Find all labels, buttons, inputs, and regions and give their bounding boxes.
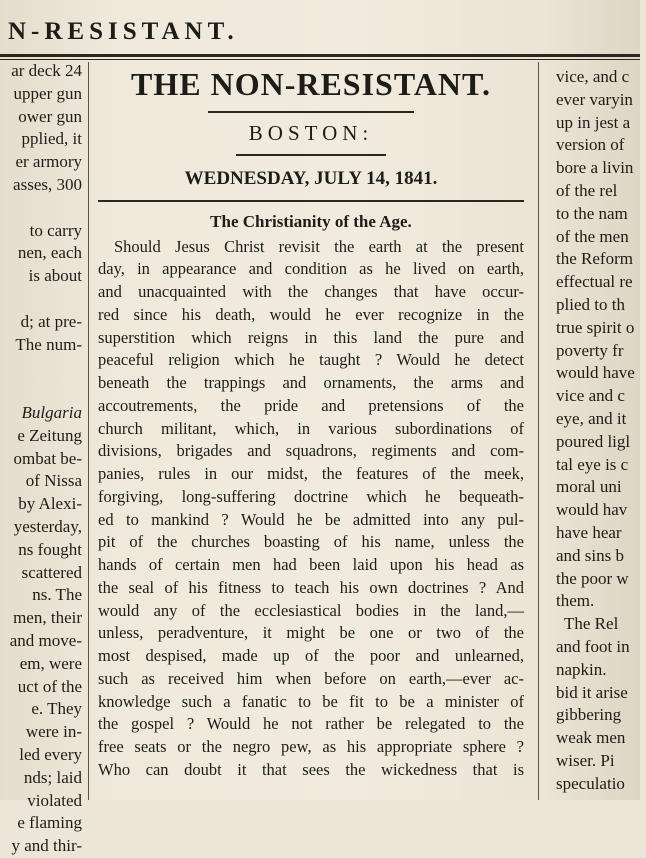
right-column-line: of the men [556,226,629,246]
article-heading: The Christianity of the Age. [210,211,412,231]
left-column-line: and move- [9,630,82,650]
right-column-line: of the rel [556,180,618,200]
left-column-line: of Nissa [25,471,82,491]
article-line: accoutrements, the pride and pretensions of the [98,395,524,415]
article-line: Who can doubt it that sees the wickedness that is [98,759,524,779]
article-line: most despised, made up of the poor and unlearned, [98,646,524,665]
left-column-line: e flaming [17,813,82,833]
left-column-line: is about [28,266,82,286]
left-column-line: Bulgaria [21,402,82,422]
left-column-line: pplied, it [21,129,82,149]
right-column [556,66,646,800]
left-column-line: em, were [19,653,82,673]
left-column-line: violated [27,790,82,810]
paper-title: THE NON-RESISTANT. [131,66,491,102]
left-column-line: yesterday, [13,516,82,536]
right-column-line: true spirit o [556,317,635,337]
article-line: superstition which reigns in this land the pure and [98,327,524,347]
right-column-line: them. [556,591,595,611]
article-body [98,236,524,782]
right-column-line: vice and c [556,386,625,406]
article-line: church militant, which, in various subordinations of [98,418,524,438]
article-line: would any of the ecclesiastical bodies in the land,— [98,600,524,620]
right-column-line: tal eye is c [556,454,629,474]
article-line: Should Jesus Christ revisit the earth at the present [114,236,524,256]
left-column-line: ombat be- [13,448,82,468]
left-column-line: The num- [15,334,82,354]
right-column-line: wiser. Pi [556,750,615,770]
right-column-line: version of [556,135,625,155]
date-line: WEDNESDAY, JULY 14, 1841. [184,168,438,189]
left-column-line [0,197,84,220]
right-column-line: eye, and it [556,408,627,428]
right-column-line: ever varyin [556,89,633,109]
left-column-line: upper gun [13,83,82,103]
right-column-line: have hear [556,522,622,542]
main-column [98,62,524,800]
left-column-line: by Alexi- [18,494,82,514]
right-column-line: bid it arise [556,682,628,702]
article-line: panies, rules in our midst, the features of the meek, [98,464,524,483]
left-column-line: scattered [21,562,82,582]
right-column-line: moral uni [556,477,622,497]
left-column-line: ns fought [18,539,82,559]
article-line: forgiving, long-suffering doctrine which he bequeath- [98,486,524,506]
left-column-line: nen, each [17,243,82,263]
left-column-line [0,356,84,379]
right-column-line: napkin. [556,659,607,679]
article-line: the seal of his fitness to teach his own doctrines ? And [98,577,524,597]
article-line: unless, peradventure, it might be one or two of the [98,623,524,643]
right-column-line: gibbering [556,705,622,725]
city-line: BOSTON: [248,121,374,145]
article-line: pit of the churches boasting of his name, unless the [98,532,524,552]
article-line: red since his death, would he ever recognize in the [98,304,524,324]
right-column-line: would have [556,363,635,383]
left-column-line: er armory [15,152,82,172]
article-line: beneath the trappings and ornaments, the arms and [98,373,524,392]
article-line: hands of certain men had been laid upon his head as [98,555,524,574]
masthead-rule-thin [0,59,640,60]
right-column-line: the Reform [556,249,633,269]
right-column-line: plied to th [556,294,625,314]
left-column-line [0,379,84,402]
left-column [0,60,84,856]
right-column-line: effectual re [556,272,633,292]
right-column-line: vice, and c [556,67,630,86]
article-line: ed to mankind ? Would he be admitted into any pul- [98,509,524,529]
right-column-line: poverty fr [556,340,624,360]
right-column-line: would hav [556,500,628,520]
title-rule [208,111,414,113]
right-column-line: poured ligl [556,431,631,451]
left-column-line: e Zeitung [17,425,82,445]
right-column-line: to the nam [556,203,628,223]
article-line: peaceful religion which he taught ? Would he detect [98,350,524,370]
article-line: and unacquainted with the changes that have occur- [98,282,524,301]
left-column-line: y and thir- [11,836,82,856]
right-column-line: and foot in [556,636,630,656]
article-line: such as received him when before on earth,—ever ac- [98,668,524,688]
date-rule [98,200,524,202]
left-column-line: d; at pre- [20,311,82,331]
masthead-title: N-RESISTANT. [8,18,239,45]
article-line: knowledge such a fanatic to be fit to be a minister of [98,691,524,711]
left-column-line: ns. The [32,585,82,605]
right-column-line: The Rel [564,614,619,634]
left-column-line: ar deck 24 [11,61,82,80]
column-divider-left [88,62,89,800]
left-column-line: were in- [25,722,82,742]
column-divider-right [538,62,539,800]
left-column-line: to carry [29,220,82,240]
left-column-line: uct of the [17,676,82,696]
left-column-line: ower gun [18,106,82,126]
left-column-line: asses, 300 [13,174,82,194]
right-column-line: and sins b [556,545,624,565]
left-column-line: men, their [13,608,82,628]
right-column-line: the poor w [556,568,629,588]
article-line: day, in appearance and condition as he lived on earth, [98,259,524,279]
city-rule [236,154,386,156]
right-column-line: weak men [556,728,626,748]
left-column-line [0,288,84,311]
left-column-line: nds; laid [23,767,82,787]
left-column-line: led every [19,744,82,764]
left-column-line: e. They [31,699,82,719]
right-column-line: bore a livin [556,158,634,178]
right-column-line: up in jest a [556,112,631,132]
article-line: free seats or the negro pew, as his appropriate sphere ? [98,737,524,756]
article-line: divisions, brigades and squadrons, regiments and com- [98,441,524,461]
right-column-line: speculatio [556,773,625,793]
masthead [0,12,640,52]
masthead-rule [0,54,640,57]
article-line: the gospel ? Would he not rather be relegated to the [98,714,524,734]
